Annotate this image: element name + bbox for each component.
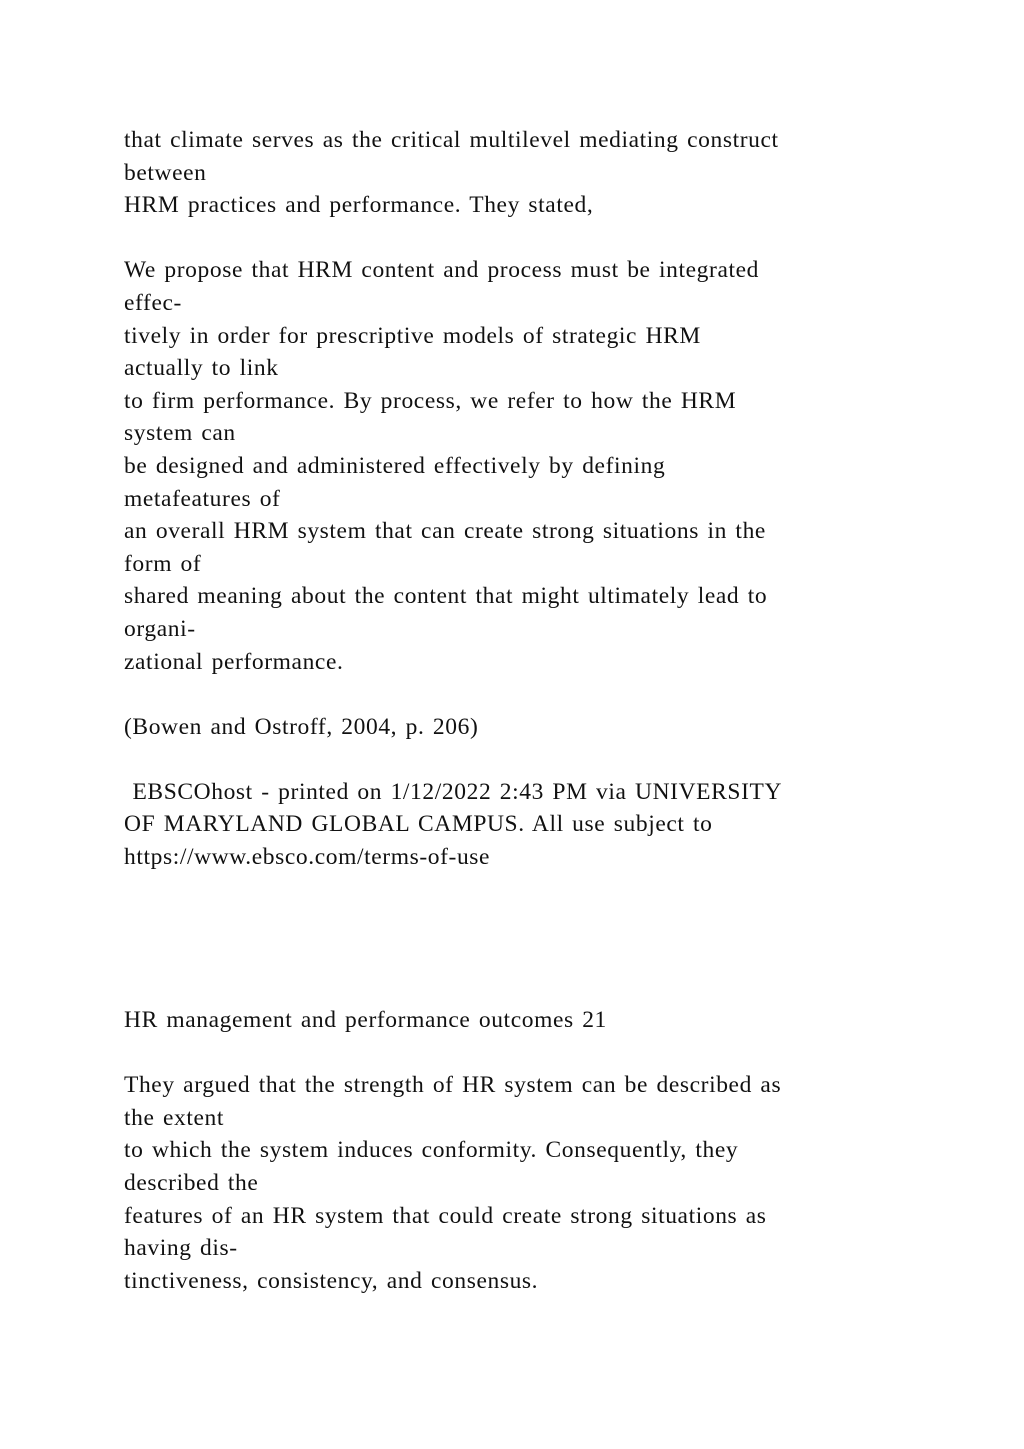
blank-line [124, 222, 924, 255]
citation-line: (Bowen and Ostroff, 2004, p. 206) [124, 713, 479, 740]
running-header-line: HR management and performance outcomes 21 [124, 1007, 607, 1034]
quote-line: effec- [124, 289, 182, 316]
quote-line: form of [124, 550, 202, 577]
quote-line: tively in order for prescriptive models of strategic HRM [124, 322, 701, 349]
blank-line [124, 906, 924, 939]
print-notice-line: EBSCOhost - printed on 1/12/2022 2:43 PM via UNIVERSITY [124, 778, 783, 805]
text-line: described the [124, 1170, 259, 1196]
quote-line: metafeatures of [124, 485, 281, 512]
quote-line: system can [124, 420, 236, 447]
text-line: HRM practices and performance. They stated, [124, 192, 594, 219]
quote-line: to firm performance. By process, we refer to how the HRM [124, 387, 737, 414]
blank-line [124, 939, 924, 972]
document-text-body [124, 124, 924, 1297]
text-line: tinctiveness, consistency, and consensus. [124, 1267, 539, 1294]
text-line: between [124, 159, 207, 186]
quote-line: zational performance. [124, 648, 344, 675]
blank-line [124, 874, 924, 907]
quote-line: We propose that HRM content and process must be integrated [124, 257, 759, 284]
blank-line [124, 971, 924, 1004]
text-line: They argued that the strength of HR system can be described as [124, 1072, 782, 1099]
text-line: the extent [124, 1104, 225, 1131]
quote-line: an overall HRM system that can create strong situations in the [124, 518, 766, 545]
blank-line [124, 678, 924, 711]
quote-line: be designed and administered effectively by defining [124, 452, 666, 479]
text-line: having dis- [124, 1235, 238, 1262]
blank-line [124, 743, 924, 776]
text-line: to which the system induces conformity. Consequently, they [124, 1137, 739, 1164]
text-line: features of an HR system that could create strong situations as [124, 1202, 767, 1229]
blank-line [124, 1037, 924, 1070]
terms-url-line: https://www.ebsco.com/terms-of-use [124, 844, 491, 871]
quote-line: actually to link [124, 355, 279, 382]
print-notice-line: OF MARYLAND GLOBAL CAMPUS. All use subject to [124, 811, 713, 838]
quote-line: shared meaning about the content that might ultimately lead to [124, 583, 768, 610]
text-line: that climate serves as the critical multilevel mediating construct [124, 127, 779, 153]
quote-line: organi- [124, 615, 196, 642]
